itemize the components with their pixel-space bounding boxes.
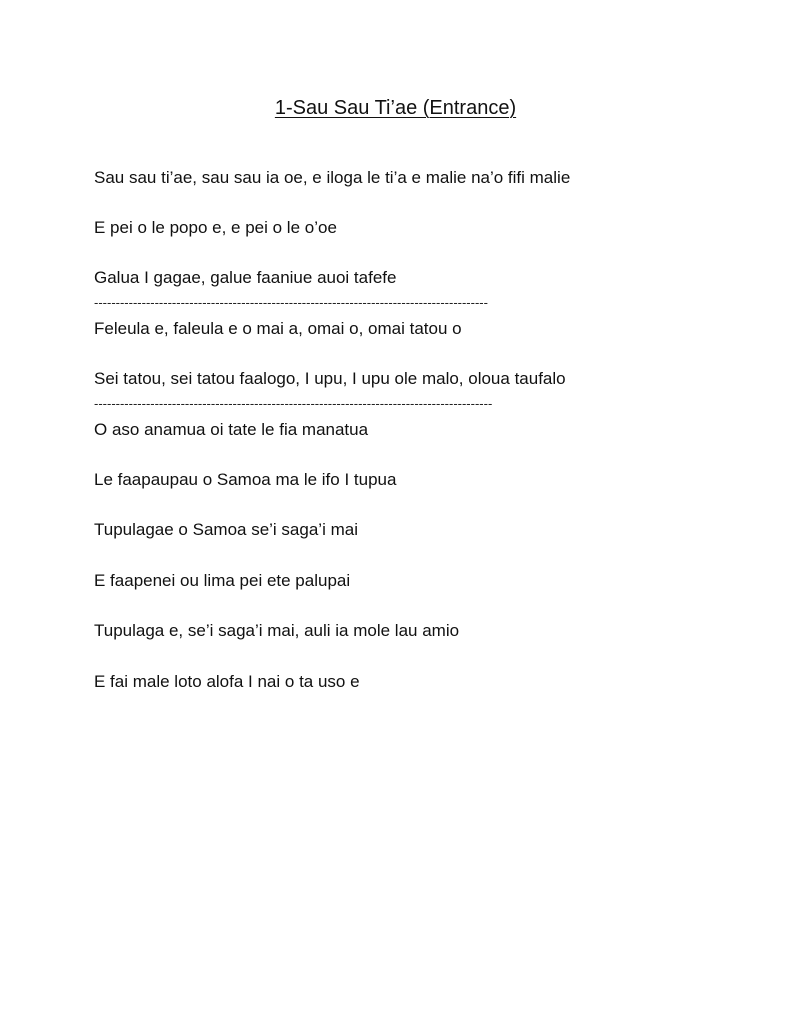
lyric-line-3: Galua I gagae, galue faaniue auoi tafefe bbox=[94, 268, 397, 287]
section-divider-1: ------------------------------------------------------------------------------------------- bbox=[94, 295, 488, 310]
lyric-line-9: E faapenei ou lima pei ete palupai bbox=[94, 571, 351, 590]
section-divider-2: -------------------------------------------------------------------------------------------- bbox=[94, 396, 493, 411]
lyric-line-6: O aso anamua oi tate le fia manatua bbox=[94, 420, 369, 439]
lyric-line-11: E fai male loto alofa I nai o ta uso e bbox=[94, 672, 360, 691]
lyric-line-4: Feleula e, faleula e o mai a, omai o, omai tatou o bbox=[94, 319, 462, 338]
lyric-line-1: Sau sau ti’ae, sau sau ia oe, e iloga le ti’a e malie na’o fifi malie bbox=[94, 168, 571, 187]
song-title: 1-Sau Sau Ti’ae (Entrance) bbox=[274, 97, 517, 119]
lyric-line-5: Sei tatou, sei tatou faalogo, I upu, I upu ole malo, oloua taufalo bbox=[94, 369, 566, 388]
lyric-line-7: Le faapaupau o Samoa ma le ifo I tupua bbox=[94, 470, 397, 489]
lyric-line-2: E pei o le popo e, e pei o le o’oe bbox=[94, 218, 337, 237]
lyric-line-8: Tupulagae o Samoa se’i saga’i mai bbox=[94, 520, 358, 539]
lyric-line-10: Tupulaga e, se’i saga’i mai, auli ia mole lau amio bbox=[94, 621, 460, 640]
